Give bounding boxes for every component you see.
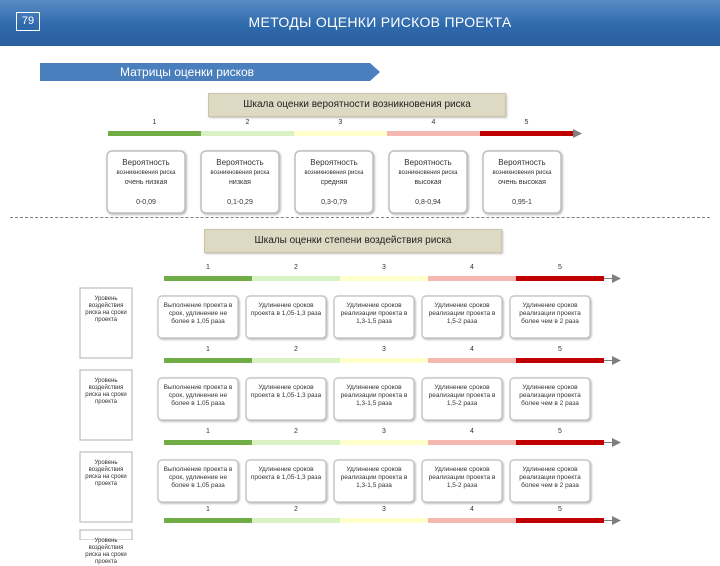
probability-scale-segment <box>294 131 387 136</box>
probability-box-sub: возникновения риска <box>398 170 458 176</box>
probability-box-sub: возникновения риска <box>492 170 552 176</box>
impact-box-text: Удлинение сроков реализации проекта более чем в 2 раза <box>519 302 581 325</box>
impact-scale-segment <box>428 440 516 445</box>
probability-scale-title: Шкала оценки вероятности возникновения риска <box>208 93 506 117</box>
arrow-head <box>612 356 621 365</box>
impact-scale-segment <box>252 276 340 281</box>
impact-box-text: Удлинение сроков реализации проекта в 1,5-2 раза <box>428 384 496 407</box>
probability-box-value: очень низкая <box>124 179 168 186</box>
probability-box-name: Вероятность <box>310 158 358 167</box>
probability-box-sub: возникновения риска <box>210 170 270 176</box>
impact-scale-segment <box>164 358 252 363</box>
impact-level-number: 2 <box>294 264 298 271</box>
impact-scale-segment <box>428 276 516 281</box>
impact-level-number: 1 <box>206 346 210 353</box>
probability-box-name: Вероятность <box>216 158 264 167</box>
impact-scale-segment <box>340 518 428 523</box>
impact-level-number: 5 <box>558 264 562 271</box>
impact-scale-segment <box>516 358 604 363</box>
section-label: Матрицы оценки рисков <box>120 65 255 79</box>
impact-box-text: Удлинение сроков проекта в 1,05-1,3 раза <box>250 302 322 317</box>
impact-level-number: 2 <box>294 428 298 435</box>
impact-box-text: Удлинение сроков реализации проекта более чем в 2 раза <box>519 466 581 489</box>
probability-scale-segment <box>480 131 573 136</box>
impact-scale-segment <box>428 518 516 523</box>
impact-row-label: Уровень воздействия риска на сроки проекта <box>85 296 127 323</box>
arrow-head <box>612 438 621 447</box>
impact-level-number: 5 <box>558 506 562 513</box>
impact-box-text: Удлинение сроков проекта в 1,05-1,3 раза <box>250 384 322 399</box>
impact-row-label: Уровень воздействия риска на сроки проекта <box>85 538 127 565</box>
impact-scale-segment <box>164 518 252 523</box>
probability-scale-segment <box>108 131 201 136</box>
probability-scale-segment <box>387 131 480 136</box>
probability-box-range: 0,1-0,29 <box>227 199 253 206</box>
probability-box-value: высокая <box>414 179 442 186</box>
probability-box-name: Вероятность <box>498 158 546 167</box>
impact-scale-segment <box>340 358 428 363</box>
impact-level-number: 2 <box>294 346 298 353</box>
impact-level-number: 3 <box>382 428 386 435</box>
probability-scale-segment <box>201 131 294 136</box>
probability-box-value: очень высокая <box>498 179 546 186</box>
page-title: МЕТОДЫ ОЦЕНКИ РИСКОВ ПРОЕКТА <box>248 14 512 30</box>
impact-level-number: 3 <box>382 346 386 353</box>
probability-box-value: низкая <box>229 179 251 186</box>
impact-scale-segment <box>164 276 252 281</box>
impact-box-text: Удлинение сроков реализации проекта в 1,3-1,5 раза <box>340 302 408 325</box>
probability-level-number: 5 <box>524 119 529 126</box>
impact-box-text: Выполнение проекта в срок, удлинение не более в 1,05 раза <box>163 384 233 407</box>
impact-box-text: Удлинение сроков реализации проекта более чем в 2 раза <box>519 384 581 407</box>
arrow-head <box>612 516 621 525</box>
impact-box-text: Удлинение сроков реализации проекта в 1,5-2 раза <box>428 466 496 489</box>
probability-box-sub: возникновения риска <box>116 170 176 176</box>
impact-level-number: 1 <box>206 506 210 513</box>
probability-box-name: Вероятность <box>404 158 452 167</box>
probability-box-range: 0,3-0,79 <box>321 199 347 206</box>
impact-level-number: 4 <box>470 346 474 353</box>
impact-box-text: Удлинение сроков проекта в 1,05-1,3 раза <box>250 466 322 481</box>
probability-box-range: 0,95-1 <box>512 199 532 206</box>
impact-level-number: 4 <box>470 506 474 513</box>
impact-scale-segment <box>516 276 604 281</box>
probability-level-number: 2 <box>245 119 250 126</box>
slide-number: 79 <box>16 12 40 31</box>
probability-box-name: Вероятность <box>122 158 170 167</box>
impact-box-text: Удлинение сроков реализации проекта в 1,3-1,5 раза <box>340 466 408 489</box>
impact-row-label: Уровень воздействия риска на сроки проекта <box>85 460 127 487</box>
probability-box-value: средняя <box>320 179 348 186</box>
impact-level-number: 4 <box>470 264 474 271</box>
probability-box-sub: возникновения риска <box>304 170 364 176</box>
impact-scale-segment <box>516 440 604 445</box>
impact-scale-segment <box>516 518 604 523</box>
impact-scale-segment <box>252 358 340 363</box>
probability-level-number: 4 <box>431 119 436 126</box>
impact-level-number: 3 <box>382 506 386 513</box>
arrow-head <box>612 274 621 283</box>
impact-box-text: Выполнение проекта в срок, удлинение не более в 1,05 раза <box>163 466 233 489</box>
impact-scale-segment <box>164 440 252 445</box>
impact-level-number: 3 <box>382 264 386 271</box>
impact-scale-title: Шкалы оценки степени воздействия риска <box>204 229 502 253</box>
impact-level-number: 1 <box>206 264 210 271</box>
impact-level-number: 5 <box>558 428 562 435</box>
probability-box-range: 0,8-0,94 <box>415 199 441 206</box>
impact-scale-segment <box>340 440 428 445</box>
impact-level-number: 1 <box>206 428 210 435</box>
impact-level-number: 4 <box>470 428 474 435</box>
impact-scale-segment <box>340 276 428 281</box>
impact-box-text: Удлинение сроков реализации проекта в 1,5-2 раза <box>428 302 496 325</box>
probability-level-number: 3 <box>338 119 343 126</box>
impact-scale-segment <box>252 518 340 523</box>
probability-level-number: 1 <box>152 119 157 126</box>
impact-row-label: Уровень воздействия риска на сроки проекта <box>85 378 127 405</box>
impact-box-text: Выполнение проекта в срок, удлинение не более в 1,05 раза <box>163 302 233 325</box>
impact-scale-segment <box>252 440 340 445</box>
impact-level-number: 2 <box>294 506 298 513</box>
probability-box-range: 0-0,09 <box>136 199 156 206</box>
impact-box-text: Удлинение сроков реализации проекта в 1,3-1,5 раза <box>340 384 408 407</box>
impact-scale-segment <box>428 358 516 363</box>
impact-level-number: 5 <box>558 346 562 353</box>
